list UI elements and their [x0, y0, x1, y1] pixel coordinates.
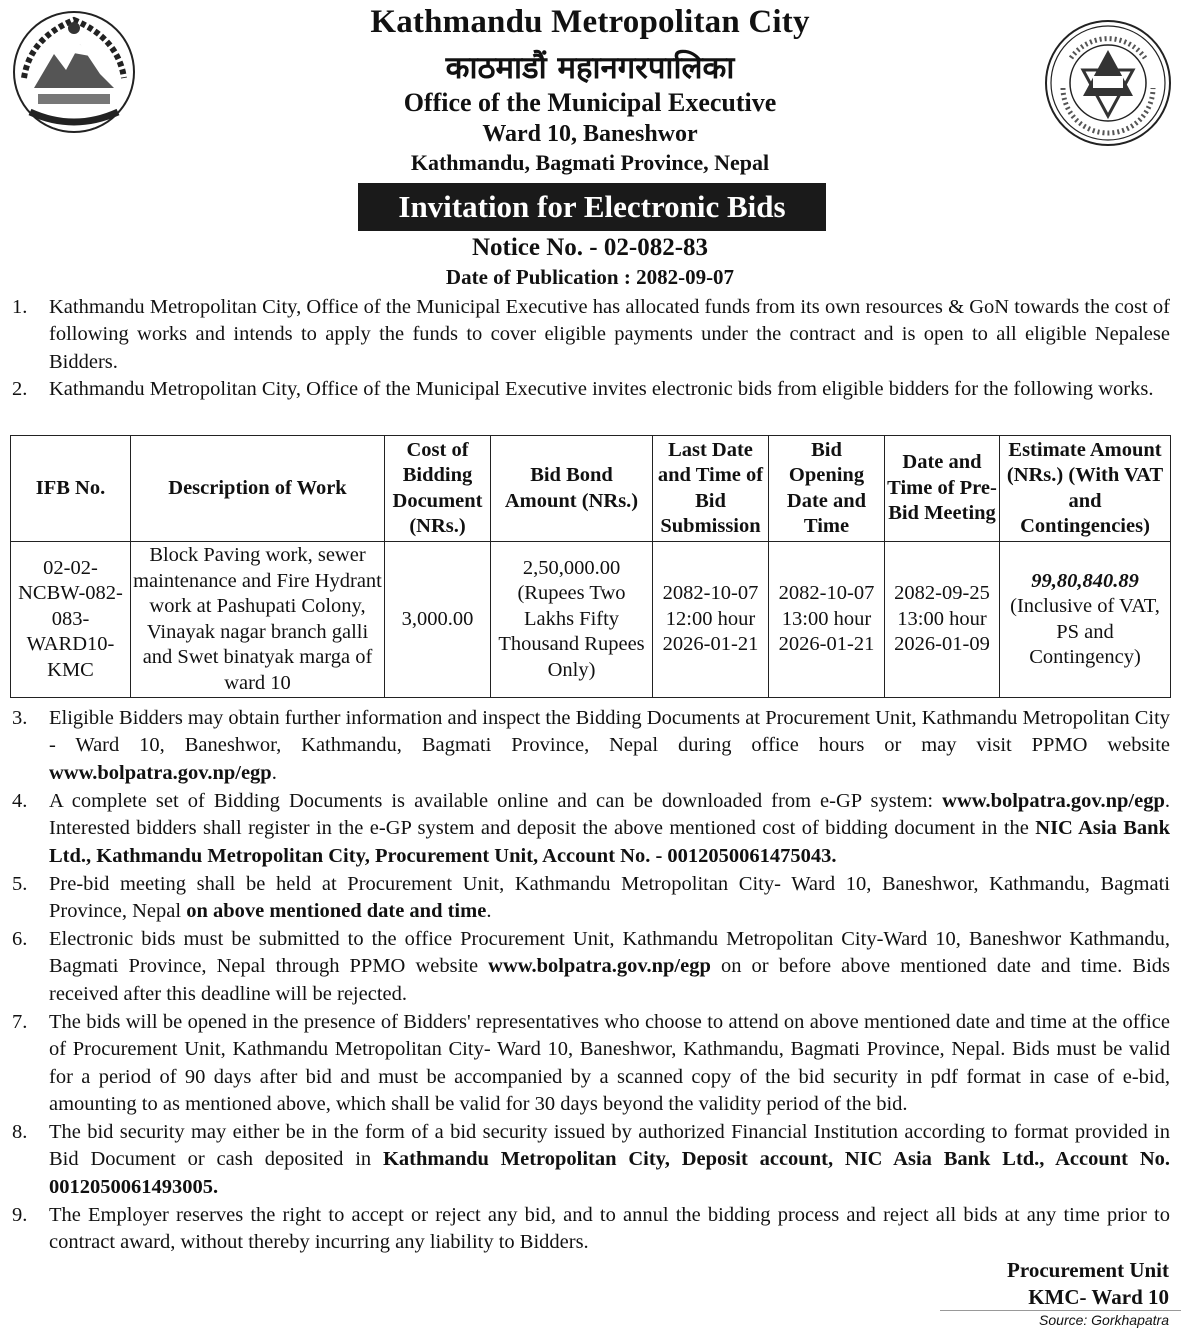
last-date-ad: 2026-01-21 — [662, 633, 759, 656]
bid-bond-amount: 2,50,000.00 — [522, 556, 621, 579]
paragraph-number: 9. — [12, 1204, 28, 1226]
table-header-row — [11, 436, 1171, 542]
paragraph-text: Kathmandu Metropolitan City, Office of the Municipal Executive invites electronic bids from eligible bidders for the following works. — [49, 378, 1154, 400]
kmc-seal-icon — [1043, 18, 1173, 148]
cell-opening — [769, 542, 885, 698]
opening-date-bs: 2082-10-07 — [778, 582, 875, 605]
publication-date: Date of Publication : 2082-09-07 — [445, 265, 735, 289]
paragraph-text: on or before above mentioned date and time. Bids received after this deadline will be rejected. — [49, 955, 1170, 1005]
last-date-bs: 2082-10-07 — [662, 582, 759, 605]
paragraph-number: 7. — [12, 1011, 28, 1033]
paragraph-text: A complete set of Bidding Documents is available online and can be downloaded from e-GP system: — [49, 790, 943, 812]
cell-prebid — [885, 542, 1000, 698]
cell-estimate — [1000, 542, 1171, 698]
notice-number: Notice No. - 02-082-83 — [471, 234, 709, 261]
opening-time: 13:00 hour — [781, 607, 872, 630]
header-opening: Bid Opening Date and Time — [769, 436, 885, 542]
header-bid-bond: Bid Bond Amount (NRs.) — [491, 436, 653, 542]
ppmo-link[interactable]: www.bolpatra.gov.np/egp — [49, 761, 272, 784]
header-last-date: Last Date and Time of Bid Submission — [653, 436, 769, 542]
paragraph-text: The bids will be opened in the presence of Bidders' representatives who choose to attend on above mentioned date and time at the office of Procurement Unit, Kathmandu Metropolitan City- Ward 10, Baneshwor, Kathmandu, Bagmati Province, Nepal. Bids must be valid for a period of 90 days after bid and must be accompanied by a scanned copy of the bid security in pdf format in case of e-bid, amounting to as mentioned above, which shall be valid for 30 days beyond the validity period of the bid. — [49, 1011, 1170, 1116]
ifb-table — [10, 435, 1171, 698]
cell-cost: 3,000.00 — [385, 542, 491, 698]
last-time: 12:00 hour — [665, 607, 756, 630]
paragraph-8 — [12, 1119, 1170, 1201]
header-cost: Cost of Bidding Document (NRs.) — [385, 436, 491, 542]
paragraph-text: . Interested bidders shall register in the e-GP system and deposit the above mentioned cost of bidding document in the — [49, 790, 1170, 840]
paragraph-text: Pre-bid meeting shall be held at Procurement Unit, Kathmandu Metropolitan City- Ward 10, Baneshwor, Kathmandu, Bagmati Province, Nepal — [49, 873, 1170, 923]
cell-description: Block Paving work, sewer maintenance and Fire Hydrant work at Pashupati Colony, Vinayak nagar branch galli and Swet binatyak marga of ward 10 — [131, 542, 385, 698]
emphasis-text: on above mentioned date and time — [186, 900, 487, 923]
city-title: Kathmandu Metropolitan City — [370, 4, 810, 40]
table-row — [11, 542, 1171, 698]
address-line: Kathmandu, Bagmati Province, Nepal — [410, 150, 770, 175]
paragraph-end: . — [486, 900, 492, 923]
signature-ward: KMC- Ward 10 — [1028, 1285, 1169, 1309]
paragraph-number: 4. — [12, 790, 28, 812]
cell-last-date — [653, 542, 769, 698]
estimate-note: (Inclusive of VAT, PS and Contingency) — [1010, 595, 1160, 668]
signature-unit: Procurement Unit — [1007, 1258, 1169, 1282]
paragraph-text: The bid security may either be in the form of a bid security issued by authorized Financial Institution according to format provided in Bid Document or cash deposited in — [49, 1121, 1170, 1171]
paragraph-number: 2. — [12, 378, 28, 400]
paragraph-9 — [12, 1202, 1170, 1257]
nepal-emblem-icon — [10, 8, 138, 136]
estimate-amount: 99,80,840.89 — [1031, 569, 1139, 592]
paragraph-number: 5. — [12, 873, 28, 895]
notice-banner: Invitation for Electronic Bids — [358, 183, 826, 231]
paragraph-end: . — [271, 761, 277, 784]
city-title-devanagari: काठमाडौं महानगरपालिका — [445, 50, 735, 86]
prebid-time: 13:00 hour — [897, 607, 987, 630]
source-credit: Source: Gorkhapatra — [1039, 1312, 1169, 1328]
bank-account: NIC Asia Bank Ltd., Kathmandu Metropolitan City, Procurement Unit, Account No. - 0012050061475043. — [49, 817, 1170, 867]
ward-title: Ward 10, Baneshwor — [482, 121, 698, 147]
office-title: Office of the Municipal Executive — [403, 88, 777, 117]
cell-bid-bond — [491, 542, 653, 698]
paragraph-3 — [12, 705, 1170, 787]
header-description: Description of Work — [131, 436, 385, 542]
paragraph-number: 3. — [12, 707, 28, 729]
opening-date-ad: 2026-01-21 — [778, 633, 875, 656]
paragraph-text: The Employer reserves the right to accept or reject any bid, and to annul the bidding process and reject all bids at any time prior to contract award, without thereby incurring any liability to Bidders. — [49, 1204, 1170, 1254]
paragraph-text: Kathmandu Metropolitan City, Office of the Municipal Executive has allocated funds from its own resources & GoN towards the cost of following works and intends to apply the funds to cover eligible payments under the contract and is open to all eligible Nepalese Bidders. — [49, 296, 1170, 373]
egp-link[interactable]: www.bolpatra.gov.np/egp — [942, 790, 1165, 812]
ppmo-link[interactable]: www.bolpatra.gov.np/egp — [488, 955, 711, 978]
cell-ifb-no: 02-02-NCBW-082-083-WARD10-KMC — [11, 542, 131, 698]
paragraph-text: Electronic bids must be submitted to the office Procurement Unit, Kathmandu Metropolitan City-Ward 10, Baneshwor Kathmandu, Bagmati Province, Nepal through PPMO website — [49, 928, 1170, 978]
source-divider — [940, 1310, 1181, 1311]
paragraph-6 — [12, 926, 1170, 1008]
bid-bond-words: (Rupees Two Lakhs Fifty Thousand Rupees Only) — [498, 582, 645, 681]
paragraph-4 — [12, 788, 1170, 870]
paragraph-number: 6. — [12, 928, 28, 950]
deposit-account: Kathmandu Metropolitan City, Deposit account, NIC Asia Bank Ltd., Account No. 0012050061493005. — [49, 1148, 1170, 1198]
paragraph-5 — [12, 871, 1170, 926]
paragraph-2 — [12, 376, 1170, 403]
paragraph-1 — [12, 294, 1170, 376]
prebid-date-ad: 2026-01-09 — [894, 633, 990, 656]
prebid-date-bs: 2082-09-25 — [894, 582, 990, 605]
paragraph-number: 8. — [12, 1121, 28, 1143]
paragraph-text: Eligible Bidders may obtain further information and inspect the Bidding Documents at Procurement Unit, Kathmandu Metropolitan City - Ward 10, Baneshwor, Kathmandu, Bagmati Province, Nepal during office hours or may visit PPMO website — [49, 707, 1171, 757]
header-prebid: Date and Time of Pre-Bid Meeting — [885, 436, 1000, 542]
paragraph-number: 1. — [12, 296, 28, 318]
header-ifb-no: IFB No. — [11, 436, 131, 542]
paragraph-7 — [12, 1009, 1170, 1119]
header-estimate: Estimate Amount (NRs.) (With VAT and Contingencies) — [1000, 436, 1171, 542]
